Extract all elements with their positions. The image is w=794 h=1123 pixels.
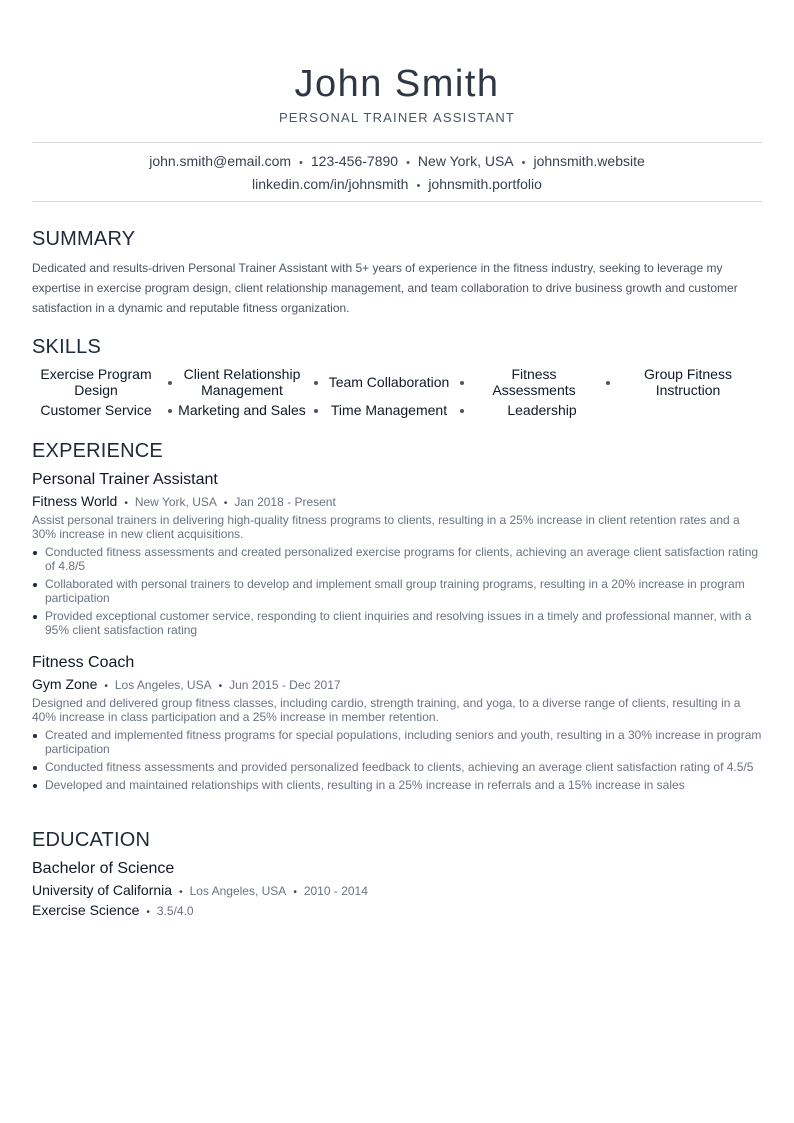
- contact-email[interactable]: john.smith@email.com: [149, 153, 292, 169]
- skill-separator: [460, 409, 464, 413]
- bullet-dot: [33, 551, 37, 555]
- bullet-text: Conducted fitness assessments and created personalized exercise programs for clients, achieving an average client satisfaction rating of 4.8/5: [45, 545, 759, 573]
- job-bullets: [32, 728, 762, 796]
- bullet-dot: [33, 766, 37, 770]
- meta-separator: •: [146, 907, 150, 918]
- job-description: Assist personal trainers in delivering high-quality fitness programs to clients, resulting in a 25% increase in client retention rates and a 30% increase in new client acquisitions.: [32, 513, 740, 541]
- skill-item: Time Management: [330, 402, 448, 418]
- contact-line-2: [32, 175, 762, 195]
- meta-separator: •: [124, 498, 128, 509]
- list-item: [32, 760, 762, 774]
- bullet-text: Collaborated with personal trainers to develop and implement small group training programs, resulting in a 20% increase in program participation: [45, 577, 745, 605]
- school-location: Los Angeles, USA: [189, 884, 287, 898]
- skill-item: Customer Service: [40, 402, 152, 418]
- skills-heading: SKILLS: [32, 336, 102, 358]
- skill-item: Team Collaboration: [328, 374, 450, 390]
- skill-separator: [460, 381, 464, 385]
- job-description: Designed and delivered group fitness classes, including cardio, strength training, and yoga, to a diverse range of clients, resulting in a 40% increase in class participation and a 25% increase in member retention.: [32, 696, 741, 724]
- skill-separator: [314, 409, 318, 413]
- contact-location: New York, USA: [417, 153, 514, 169]
- contact-separator: •: [299, 157, 303, 169]
- contact-separator: •: [521, 157, 526, 169]
- list-item: [32, 728, 762, 756]
- list-item: [32, 778, 762, 792]
- job-location: Los Angeles, USA: [114, 678, 212, 692]
- summary-text: Dedicated and results-driven Personal Trainer Assistant with 5+ years of experience in the fitness industry, seeking to leverage my expertise in exercise program design, client relationship management, and team collaboration to drive business growth and customer satisfaction in a dynamic and reputable fitness organization.: [32, 261, 738, 315]
- job-company: Gym Zone: [32, 676, 98, 692]
- job-bullets: [32, 545, 762, 641]
- job-company: Fitness World: [32, 493, 118, 509]
- skills-row-2: [32, 402, 762, 436]
- bullet-dot: [33, 734, 37, 738]
- job-meta: [32, 493, 336, 512]
- header-divider-top: [32, 142, 762, 143]
- job-meta: [32, 676, 341, 695]
- job-title: Fitness Coach: [32, 654, 135, 671]
- skill-separator: [606, 381, 610, 385]
- contact-website[interactable]: johnsmith.website: [533, 153, 645, 169]
- candidate-name: John Smith: [294, 63, 500, 105]
- bullet-text: Conducted fitness assessments and provided personalized feedback to clients, achieving an average client satisfaction rating of 4.5/5: [45, 760, 754, 774]
- school-name: University of California: [32, 882, 173, 898]
- skill-separator: [314, 381, 318, 385]
- bullet-text: Created and implemented fitness programs for special populations, including seniors and youth, resulting in a 30% increase in program participation: [45, 728, 762, 756]
- education-meta: [32, 882, 368, 901]
- skills-row-1: [32, 366, 762, 400]
- bullet-dot: [33, 784, 37, 788]
- skill-item: Client Relationship Management: [183, 366, 301, 398]
- skill-item: Exercise Program Design: [40, 366, 152, 398]
- education-dates: 2010 - 2014: [303, 884, 368, 898]
- list-item: [32, 545, 762, 573]
- meta-separator: •: [293, 887, 297, 898]
- header-divider-bottom: [32, 201, 762, 202]
- gpa: 3.5/4.0: [156, 904, 194, 918]
- education-field-meta: [32, 902, 194, 921]
- job-title: Personal Trainer Assistant: [32, 471, 218, 488]
- field-of-study: Exercise Science: [32, 902, 140, 918]
- meta-separator: •: [218, 681, 223, 692]
- list-item: [32, 577, 762, 605]
- skill-item: Marketing and Sales: [178, 402, 306, 418]
- summary-heading: SUMMARY: [32, 228, 136, 250]
- skill-item: Leadership: [507, 402, 577, 418]
- meta-separator: •: [104, 681, 108, 692]
- candidate-title: PERSONAL TRAINER ASSISTANT: [278, 110, 516, 125]
- list-item: [32, 609, 762, 637]
- meta-separator: •: [223, 498, 228, 509]
- contact-separator: •: [416, 180, 421, 192]
- education-heading: EDUCATION: [32, 829, 151, 851]
- skill-separator: [168, 409, 172, 413]
- contact-portfolio[interactable]: johnsmith.portfolio: [428, 176, 542, 192]
- contact-phone[interactable]: 123-456-7890: [310, 153, 399, 169]
- bullet-dot: [33, 615, 37, 619]
- job-dates: Jun 2015 - Dec 2017: [229, 678, 341, 692]
- experience-heading: EXPERIENCE: [32, 440, 163, 462]
- bullet-dot: [33, 583, 37, 587]
- skill-item: Fitness Assessments: [492, 366, 576, 398]
- degree-title: Bachelor of Science: [32, 860, 175, 877]
- contact-line-1: [32, 152, 762, 172]
- job-dates: Jan 2018 - Present: [234, 495, 336, 509]
- job-location: New York, USA: [134, 495, 217, 509]
- contact-linkedin[interactable]: linkedin.com/in/johnsmith: [252, 176, 409, 192]
- meta-separator: •: [179, 887, 183, 898]
- skill-separator: [168, 381, 172, 385]
- bullet-text: Developed and maintained relationships with clients, resulting in a 25% increase in referrals and a 15% increase in sales: [45, 778, 685, 792]
- contact-separator: •: [406, 157, 410, 169]
- skill-item: Group Fitness Instruction: [644, 366, 732, 398]
- bullet-text: Provided exceptional customer service, responding to client inquiries and resolving issues in a timely and professional manner, with a 95% client satisfaction rating: [45, 609, 752, 637]
